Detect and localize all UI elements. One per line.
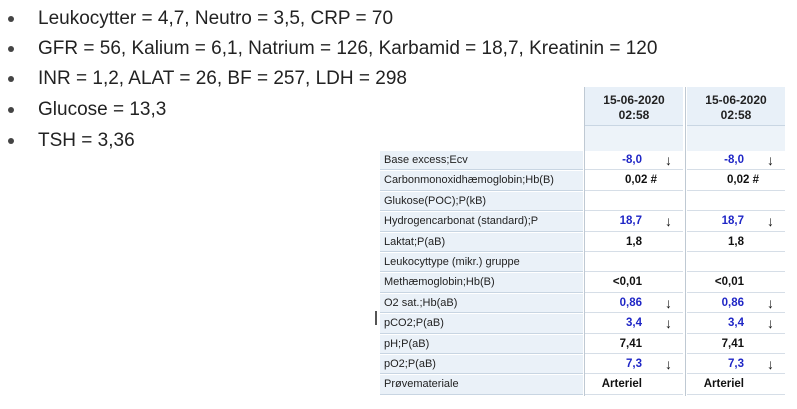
result-value: -8,0	[724, 154, 744, 166]
down-arrow-icon: ↓	[767, 315, 774, 332]
down-arrow-icon: ↓	[665, 294, 672, 311]
table-row[interactable]	[380, 253, 788, 273]
result-value: 0,86	[721, 296, 744, 309]
result-cell[interactable]	[585, 314, 683, 333]
name-column-header	[380, 87, 583, 151]
table-row[interactable]	[380, 151, 788, 171]
bullet-dot-icon	[8, 46, 14, 52]
down-arrow-icon: ↓	[665, 152, 672, 168]
result-cell[interactable]	[585, 151, 683, 170]
bullet-text: INR = 1,2, ALAT = 26, BF = 257, LDH = 298	[38, 68, 407, 89]
bullet-item	[8, 34, 708, 64]
result-cell[interactable]	[585, 355, 683, 374]
result-cell[interactable]	[687, 273, 785, 292]
result-cell[interactable]	[687, 335, 785, 354]
result-cell[interactable]	[687, 192, 785, 211]
table-row[interactable]	[380, 335, 788, 355]
table-row[interactable]	[380, 192, 788, 212]
result-value: Arteriel	[703, 378, 744, 391]
result-value: 7,3	[626, 357, 642, 370]
down-arrow-icon: ↓	[767, 213, 774, 230]
column-date: 15-06-2020	[705, 93, 767, 107]
row-label: Carbonmonoxidhæmoglobin;Hb(B)	[380, 171, 583, 190]
bullet-text: Leukocytter = 4,7, Neutro = 3,5, CRP = 70	[38, 8, 394, 29]
table-row[interactable]	[380, 273, 788, 293]
table-row[interactable]	[380, 233, 788, 253]
result-cell[interactable]	[687, 171, 785, 190]
row-label: Methæmoglobin;Hb(B)	[380, 273, 583, 292]
text-cursor	[375, 311, 377, 325]
row-label: pH;P(aB)	[380, 335, 583, 354]
result-value: 3,4	[728, 317, 744, 330]
column-time: 02:58	[618, 108, 650, 122]
column-header-1[interactable]	[585, 87, 683, 126]
result-value: 18,7	[619, 215, 642, 228]
result-value: 7,41	[619, 337, 642, 350]
column-time: 02:58	[720, 108, 752, 122]
column-spacer	[585, 126, 683, 151]
column-spacer	[687, 126, 785, 151]
down-arrow-icon: ↓	[665, 355, 672, 372]
row-label: O2 sat.;Hb(aB)	[380, 294, 583, 313]
result-cell[interactable]	[585, 294, 683, 313]
result-cell[interactable]	[687, 314, 785, 333]
table-row[interactable]	[380, 171, 788, 191]
lab-rows	[380, 151, 788, 396]
table-row[interactable]	[380, 355, 788, 375]
result-cell[interactable]	[585, 192, 683, 211]
result-value: -8,0	[622, 154, 642, 166]
result-cell[interactable]	[687, 375, 785, 394]
result-cell[interactable]	[687, 212, 785, 231]
row-label: Hydrogencarbonat (standard);P	[380, 212, 583, 231]
result-value: Arteriel	[601, 378, 642, 391]
result-value: 0,86	[619, 296, 642, 309]
row-label: pCO2;P(aB)	[380, 314, 583, 333]
row-label: Prøvemateriale	[380, 375, 583, 394]
result-value: 1,8	[728, 235, 744, 248]
down-arrow-icon: ↓	[665, 315, 672, 332]
result-cell[interactable]	[585, 375, 683, 394]
bullet-text: GFR = 56, Kalium = 6,1, Natrium = 126, Karbamid = 18,7, Kreatinin = 120	[38, 38, 658, 59]
result-cell[interactable]	[585, 335, 683, 354]
result-value: <0,01	[714, 276, 744, 289]
down-arrow-icon: ↓	[665, 213, 672, 230]
row-label: Glukose(POC);P(kB)	[380, 192, 583, 211]
bullet-text: TSH = 3,36	[38, 130, 135, 151]
result-cell[interactable]	[585, 212, 683, 231]
result-value: 0,02 #	[625, 174, 657, 187]
result-value: 7,41	[721, 337, 744, 350]
table-row[interactable]	[380, 375, 788, 395]
row-label: Leukocyttype (mikr.) gruppe	[380, 253, 583, 272]
column-header-2[interactable]	[687, 87, 785, 126]
down-arrow-icon: ↓	[767, 355, 774, 372]
table-row[interactable]	[380, 294, 788, 314]
bullet-item	[8, 4, 708, 34]
result-value: <0,01	[612, 276, 642, 289]
result-cell[interactable]	[585, 273, 683, 292]
result-cell[interactable]	[687, 294, 785, 313]
down-arrow-icon: ↓	[767, 294, 774, 311]
table-row[interactable]	[380, 212, 788, 232]
row-label: pO2;P(aB)	[380, 355, 583, 374]
result-cell[interactable]	[687, 151, 785, 170]
bullet-dot-icon	[8, 138, 14, 144]
lab-results-table	[380, 87, 788, 396]
result-cell[interactable]	[585, 171, 683, 190]
bullet-dot-icon	[8, 16, 14, 22]
result-value: 0,02 #	[727, 174, 759, 187]
result-cell[interactable]	[585, 253, 683, 272]
result-value: 18,7	[721, 215, 744, 228]
bullet-text: Glucose = 13,3	[38, 99, 167, 120]
result-value: 1,8	[626, 235, 642, 248]
bullet-dot-icon	[8, 76, 14, 82]
column-date: 15-06-2020	[603, 93, 665, 107]
bullet-dot-icon	[8, 107, 14, 113]
result-cell[interactable]	[585, 233, 683, 252]
result-cell[interactable]	[687, 253, 785, 272]
row-label: Base excess;Ecv	[380, 151, 583, 170]
result-cell[interactable]	[687, 233, 785, 252]
result-value: 3,4	[626, 317, 642, 330]
result-value: 7,3	[728, 357, 744, 370]
down-arrow-icon: ↓	[767, 152, 774, 168]
result-cell[interactable]	[687, 355, 785, 374]
row-label: Laktat;P(aB)	[380, 233, 583, 252]
table-row[interactable]	[380, 314, 788, 334]
